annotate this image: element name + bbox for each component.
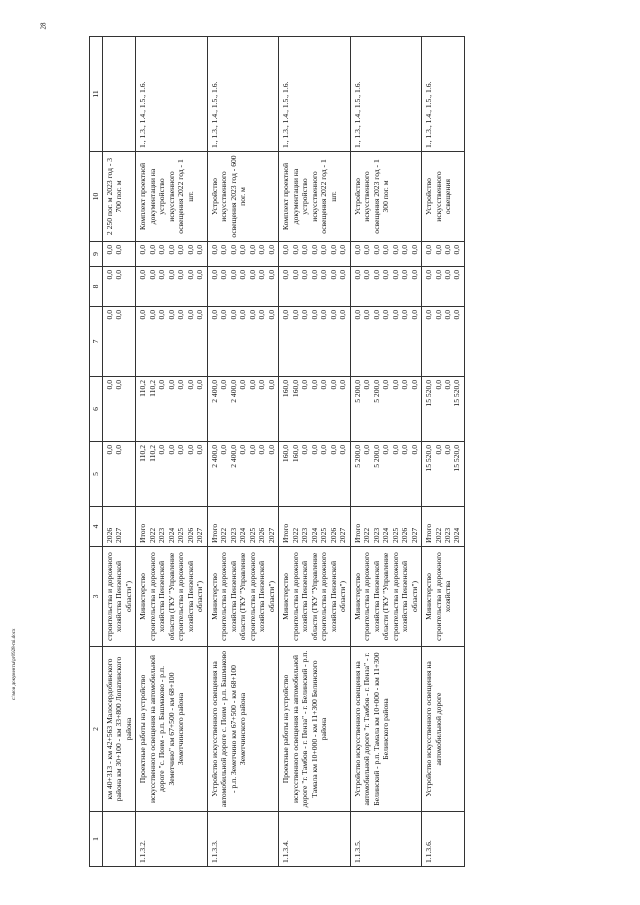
row-years [422,507,465,547]
row-col9-value: 0,0 [157,245,167,255]
row-col7-value: 0,0 [114,310,124,320]
row-years [136,507,207,547]
table-body [103,37,465,867]
row-col6-value: 0,0 [266,380,276,390]
row-col9-value: 0,0 [114,245,124,255]
row-col9-value: 0,0 [105,245,114,255]
row-col8-value: 0,0 [442,270,452,280]
row-col8-value: 0,0 [371,270,381,280]
row-col6-value: 0,0 [176,380,186,390]
row-col7-value: 0,0 [309,310,319,320]
row-col5 [103,442,136,507]
row-col9 [103,242,136,267]
header-cell: 7 [90,307,103,377]
row-col9-value: 0,0 [176,245,186,255]
row-id: 1.1.3.2. [136,812,207,867]
row-years-value: Итого [352,523,362,543]
row-col9-value: 0,0 [452,245,462,255]
row-years-value: 2027 [409,527,419,543]
row-col6-value: 0,0 [309,380,319,390]
row-years-value: Итого [209,523,219,543]
row-col5 [350,442,421,507]
row-col8-value: 0,0 [176,270,186,280]
row-col8-value: 0,0 [319,270,329,280]
row-years-value: 2027 [195,527,205,543]
row-result: Устройство искусственного освещения [422,152,465,242]
row-col5-value: 0,0 [319,445,329,455]
row-years-value: 2027 [114,527,124,543]
row-years [350,507,421,547]
row-org: Министерство строительства и дорожного хозяйства Пензенской области (ГКУ "Управление строительства и дорожного хозяйства Пензенской области") [136,547,207,647]
row-years-value: Итого [424,523,434,543]
row-col6-value: 110,2 [147,380,157,397]
row-col8-value: 0,0 [247,270,257,280]
row-col8-value: 0,0 [300,270,310,280]
row-col9-value: 0,0 [309,245,319,255]
row-years-value: 2022 [219,527,229,543]
row-col6-value: 0,0 [328,380,338,390]
row-col9-value: 0,0 [409,245,419,255]
row-col6-value: 0,0 [409,380,419,390]
row-col8-value: 0,0 [228,270,238,280]
row-col8-value: 0,0 [424,270,434,280]
row-col6-value: 5 200,0 [371,380,381,403]
row-col8-value: 0,0 [290,270,300,280]
row-col6-value: 0,0 [247,380,257,390]
row-col7-value: 0,0 [424,310,434,320]
row-col9-value: 0,0 [209,245,219,255]
row-col9-value: 0,0 [328,245,338,255]
row-col7 [103,307,136,377]
header-cell: 11 [90,37,103,152]
row-years-value: 2025 [390,527,400,543]
row-col7 [350,307,421,377]
row-col7-value: 0,0 [228,310,238,320]
row-col5-value: 2 400,0 [209,445,219,468]
row-years [279,507,350,547]
row-col5-value: 0,0 [390,445,400,455]
row-col8-value: 0,0 [185,270,195,280]
row-col8-value: 0,0 [433,270,443,280]
row-col8-value: 0,0 [362,270,372,280]
row-col8-value: 0,0 [409,270,419,280]
row-col5-value: 0,0 [400,445,410,455]
table-row [422,37,465,867]
row-col7-value: 0,0 [319,310,329,320]
row-col7-value: 0,0 [219,310,229,320]
row-years [103,507,136,547]
row-col5 [136,442,207,507]
row-col6-value: 0,0 [300,380,310,390]
row-col9-value: 0,0 [238,245,248,255]
row-col8-value: 0,0 [114,270,124,280]
row-col5-value: 0,0 [114,445,124,455]
row-col9-value: 0,0 [381,245,391,255]
row-col8-value: 0,0 [381,270,391,280]
row-col9 [350,242,421,267]
row-col8-value: 0,0 [309,270,319,280]
row-col6-value: 0,0 [319,380,329,390]
row-col8-value: 0,0 [400,270,410,280]
row-years-value: 2022 [433,527,443,543]
row-col5-value: 0,0 [219,445,229,455]
row-col8 [350,267,421,307]
row-years-value: 2026 [105,527,114,543]
row-col6-value: 0,0 [390,380,400,390]
row-col5-value: 0,0 [238,445,248,455]
row-col7-value: 0,0 [247,310,257,320]
row-years-value: 2025 [176,527,186,543]
row-col5-value: 0,0 [185,445,195,455]
row-col9-value: 0,0 [290,245,300,255]
row-col7-value: 0,0 [257,310,267,320]
row-col8 [136,267,207,307]
row-years-value: Итого [281,523,291,543]
row-col6-value: 0,0 [157,380,167,390]
row-col7-value: 0,0 [371,310,381,320]
row-years-value: 2024 [238,527,248,543]
header-cell: 9 [90,242,103,267]
row-col7-value: 0,0 [105,310,114,320]
row-col5-value: 0,0 [176,445,186,455]
row-col6 [279,377,350,442]
header-cell: 10 [90,152,103,242]
row-years-value: 2023 [157,527,167,543]
row-id: 1.1.3.4. [279,812,350,867]
row-years-value: 2022 [290,527,300,543]
row-years-value: 2022 [362,527,372,543]
row-col8 [279,267,350,307]
row-col9-value: 0,0 [390,245,400,255]
row-col8 [103,267,136,307]
row-col5-value: 15 520,0 [424,445,434,472]
row-years-value: 2025 [319,527,329,543]
row-col7-value: 0,0 [266,310,276,320]
row-col6 [103,377,136,442]
row-result: Комплект проектной документации на устройство искусственного освещения 2022 год - 1 шт. [279,152,350,242]
row-col5-value: 0,0 [166,445,176,455]
header-cell: 8 [90,267,103,307]
row-col5-value: 5 200,0 [352,445,362,468]
header-cell: 4 [90,507,103,547]
row-col9 [207,242,278,267]
row-org: строительства и дорожного хозяйства Пензенской области") [103,547,136,647]
row-col5-value: 0,0 [442,445,452,455]
row-col9-value: 0,0 [424,245,434,255]
row-name: Устройство искусственного освещения на автомобильной дороге [422,647,465,812]
row-col7-value: 0,0 [166,310,176,320]
row-col8 [422,267,465,307]
row-col6-value: 160,0 [290,380,300,398]
table-row [279,37,350,867]
row-col9-value: 0,0 [433,245,443,255]
row-name: Проектные работы на устройство искусственного освещения на автомобильной дороге "с. Поим - р.п. Башмаково - р.п. Земетчино" км 67+500 - км 68+100 Земетчинского района [136,647,207,812]
row-col6-value: 0,0 [257,380,267,390]
row-col5-value: 0,0 [362,445,372,455]
row-col5-value: 0,0 [338,445,348,455]
table-row [136,37,207,867]
page-number: 28 [39,22,48,30]
program-table [89,36,465,867]
row-col9-value: 0,0 [352,245,362,255]
row-col9-value: 0,0 [281,245,291,255]
header-cell: 2 [90,647,103,812]
row-col6-value: 0,0 [105,380,114,390]
row-col8-value: 0,0 [266,270,276,280]
row-col7-value: 0,0 [185,310,195,320]
row-id [103,812,136,867]
row-org: Министерство строительства и дорожного хозяйства [422,547,465,647]
footer-path: c:\мои документы\pr0928-mi.docx [12,628,17,700]
row-col8-value: 0,0 [328,270,338,280]
row-col5-value: 110,2 [138,445,148,462]
row-result: Устройство искусственного освещения 2023 год - 600 пог. м [207,152,278,242]
row-col5-value: 0,0 [157,445,167,455]
row-col8-value: 0,0 [209,270,219,280]
row-col6-value: 0,0 [185,380,195,390]
row-col7-value: 0,0 [400,310,410,320]
row-col7-value: 0,0 [300,310,310,320]
row-col7-value: 0,0 [281,310,291,320]
row-years-value: 2024 [381,527,391,543]
row-col9-value: 0,0 [219,245,229,255]
row-years-value: 2026 [400,527,410,543]
row-years-value: Итого [138,523,148,543]
header-cell: 6 [90,377,103,442]
row-col8-value: 0,0 [257,270,267,280]
row-years-value: 2023 [371,527,381,543]
row-col9-value: 0,0 [166,245,176,255]
row-col9-value: 0,0 [257,245,267,255]
row-years-value: 2027 [338,527,348,543]
row-col9 [422,242,465,267]
row-col5 [207,442,278,507]
row-col9-value: 0,0 [147,245,157,255]
row-col6-value: 0,0 [400,380,410,390]
row-name: Устройство искусственного освещения на автомобильной дороге с. Поим - р.п. Башмаково - р.п. Земетчино км 67+500 - км 68+100 Земетчинского района [207,647,278,812]
row-years-value: 2026 [328,527,338,543]
row-org: Министерство строительства и дорожного хозяйства Пензенской области (ГКУ "Управление строительства и дорожного хозяйства Пензенской области") [279,547,350,647]
row-col7 [207,307,278,377]
row-col7-value: 0,0 [328,310,338,320]
row-col8-value: 0,0 [390,270,400,280]
row-col9-value: 0,0 [195,245,205,255]
row-col6-value: 0,0 [114,380,124,390]
row-years-value: 2025 [247,527,257,543]
row-col6-value: 0,0 [433,380,443,390]
row-col6-value: 2 400,0 [209,380,219,403]
row-col7-value: 0,0 [352,310,362,320]
row-org: Министерство строительства и дорожного хозяйства Пензенской области (ГКУ "Управление строительства и дорожного хозяйства Пензенской области") [207,547,278,647]
table-row [350,37,421,867]
row-col7-value: 0,0 [238,310,248,320]
row-codes: 1., 1.3., 1.4., 1.5., 1.6. [207,37,278,152]
row-name: Устройство искусственного освещения на автомобильной дороге "г. Тамбов - г. Пенза" - г. Белинский - р.п. Тамала км 10+000 - км 11+300 Белинского района [350,647,421,812]
row-col6-value: 5 200,0 [352,380,362,403]
row-col9-value: 0,0 [228,245,238,255]
row-col6-value: 15 520,0 [452,380,462,407]
header-cell: 5 [90,442,103,507]
row-col8-value: 0,0 [195,270,205,280]
row-col9-value: 0,0 [266,245,276,255]
header-cell: 1 [90,812,103,867]
row-years-value: 2024 [309,527,319,543]
row-col6-value: 2 400,0 [228,380,238,403]
row-result: 2 250 пог. м 2023 год - 3 700 пог. м [103,152,136,242]
row-col8-value: 0,0 [238,270,248,280]
table-row [103,37,136,867]
row-years-value: 2023 [442,527,452,543]
row-col8-value: 0,0 [138,270,148,280]
row-years-value: 2024 [452,527,462,543]
row-col5-value: 0,0 [433,445,443,455]
row-col7-value: 0,0 [157,310,167,320]
table-row [207,37,278,867]
row-col9-value: 0,0 [319,245,329,255]
row-col5-value: 0,0 [105,445,114,455]
row-col7 [279,307,350,377]
row-col5-value: 0,0 [266,445,276,455]
row-col9-value: 0,0 [338,245,348,255]
row-col9-value: 0,0 [400,245,410,255]
row-col9-value: 0,0 [247,245,257,255]
row-col7-value: 0,0 [138,310,148,320]
row-col7-value: 0,0 [390,310,400,320]
row-years-value: 2026 [257,527,267,543]
row-col6-value: 0,0 [338,380,348,390]
row-col5-value: 110,2 [147,445,157,462]
row-id: 1.1.3.3. [207,812,278,867]
row-col9-value: 0,0 [442,245,452,255]
row-col5-value: 160,0 [290,445,300,463]
row-col5 [279,442,350,507]
row-codes: 1., 1.3., 1.4., 1.5., 1.6. [422,37,465,152]
row-col6 [350,377,421,442]
row-years-value: 2022 [147,527,157,543]
row-col6-value: 15 520,0 [424,380,434,407]
row-col5-value: 160,0 [281,445,291,463]
row-years-value: 2023 [300,527,310,543]
row-col6-value: 0,0 [219,380,229,390]
row-col6-value: 0,0 [362,380,372,390]
row-col6-value: 110,2 [138,380,148,397]
row-col7-value: 0,0 [147,310,157,320]
row-col6-value: 0,0 [195,380,205,390]
row-col8-value: 0,0 [452,270,462,280]
row-col6 [207,377,278,442]
row-col6 [136,377,207,442]
row-result: Устройство искусственного освещения 2023 год - 1 300 пог. м [350,152,421,242]
row-name: Проектные работы на устройство искусственного освещения на автомобильной дороге "г. Тамбов - г. Пенза" - г. Белинский - р.п. Тамала км 10+000 - км 11+300 Белинского района [279,647,350,812]
row-col7-value: 0,0 [433,310,443,320]
row-col7-value: 0,0 [452,310,462,320]
row-col8-value: 0,0 [352,270,362,280]
row-col5-value: 15 520,0 [452,445,462,472]
row-col8-value: 0,0 [147,270,157,280]
row-col8-value: 0,0 [338,270,348,280]
row-col5-value: 0,0 [300,445,310,455]
row-codes: 1., 1.3., 1.4., 1.5., 1.6. [136,37,207,152]
rotated-table-sheet [89,37,607,867]
row-col5-value: 0,0 [247,445,257,455]
row-col7-value: 0,0 [209,310,219,320]
header-row [90,37,103,867]
row-col9-value: 0,0 [371,245,381,255]
row-col5-value: 0,0 [309,445,319,455]
row-col8-value: 0,0 [166,270,176,280]
row-col5-value: 0,0 [257,445,267,455]
row-col5 [422,442,465,507]
row-col8-value: 0,0 [219,270,229,280]
row-col6-value: 160,0 [281,380,291,398]
row-col7-value: 0,0 [381,310,391,320]
row-col7-value: 0,0 [409,310,419,320]
row-years [207,507,278,547]
row-years-value: 2026 [185,527,195,543]
row-col5-value: 0,0 [195,445,205,455]
row-col5-value: 0,0 [381,445,391,455]
row-col9-value: 0,0 [362,245,372,255]
row-col8-value: 0,0 [281,270,291,280]
row-col9 [136,242,207,267]
row-col7-value: 0,0 [442,310,452,320]
header-cell: 3 [90,547,103,647]
row-col5-value: 5 200,0 [371,445,381,468]
row-col7-value: 0,0 [195,310,205,320]
row-col7 [136,307,207,377]
row-col7-value: 0,0 [176,310,186,320]
row-col6 [422,377,465,442]
row-col6-value: 0,0 [381,380,391,390]
row-col7-value: 0,0 [362,310,372,320]
row-result: Комплект проектной документации на устройство искусственного освещения 2022 год - 1 шт. [136,152,207,242]
row-col7-value: 0,0 [290,310,300,320]
row-col9-value: 0,0 [185,245,195,255]
row-codes: 1., 1.3., 1.4., 1.5., 1.6. [279,37,350,152]
row-org: Министерство строительства и дорожного хозяйства Пензенской области (ГКУ "Управление строительства и дорожного хозяйства Пензенской области") [350,547,421,647]
row-col9-value: 0,0 [300,245,310,255]
row-codes [103,37,136,152]
row-col8 [207,267,278,307]
row-col5-value: 0,0 [328,445,338,455]
row-years-value: 2024 [166,527,176,543]
row-col6-value: 0,0 [166,380,176,390]
row-col5-value: 2 400,0 [228,445,238,468]
row-id: 1.1.3.6. [422,812,465,867]
row-col8-value: 0,0 [157,270,167,280]
row-codes: 1., 1.3., 1.4., 1.5., 1.6. [350,37,421,152]
row-col6-value: 0,0 [238,380,248,390]
row-name: км 40+313 - км 42+563 Малосердобинского района км 30+100 - км 33+800 Лопатинского района [103,647,136,812]
row-id: 1.1.3.5. [350,812,421,867]
row-col8-value: 0,0 [105,270,114,280]
row-col7 [422,307,465,377]
row-col7-value: 0,0 [338,310,348,320]
row-col6-value: 0,0 [442,380,452,390]
row-col5-value: 0,0 [409,445,419,455]
row-col9 [279,242,350,267]
row-col9-value: 0,0 [138,245,148,255]
row-years-value: 2023 [228,527,238,543]
row-years-value: 2027 [266,527,276,543]
